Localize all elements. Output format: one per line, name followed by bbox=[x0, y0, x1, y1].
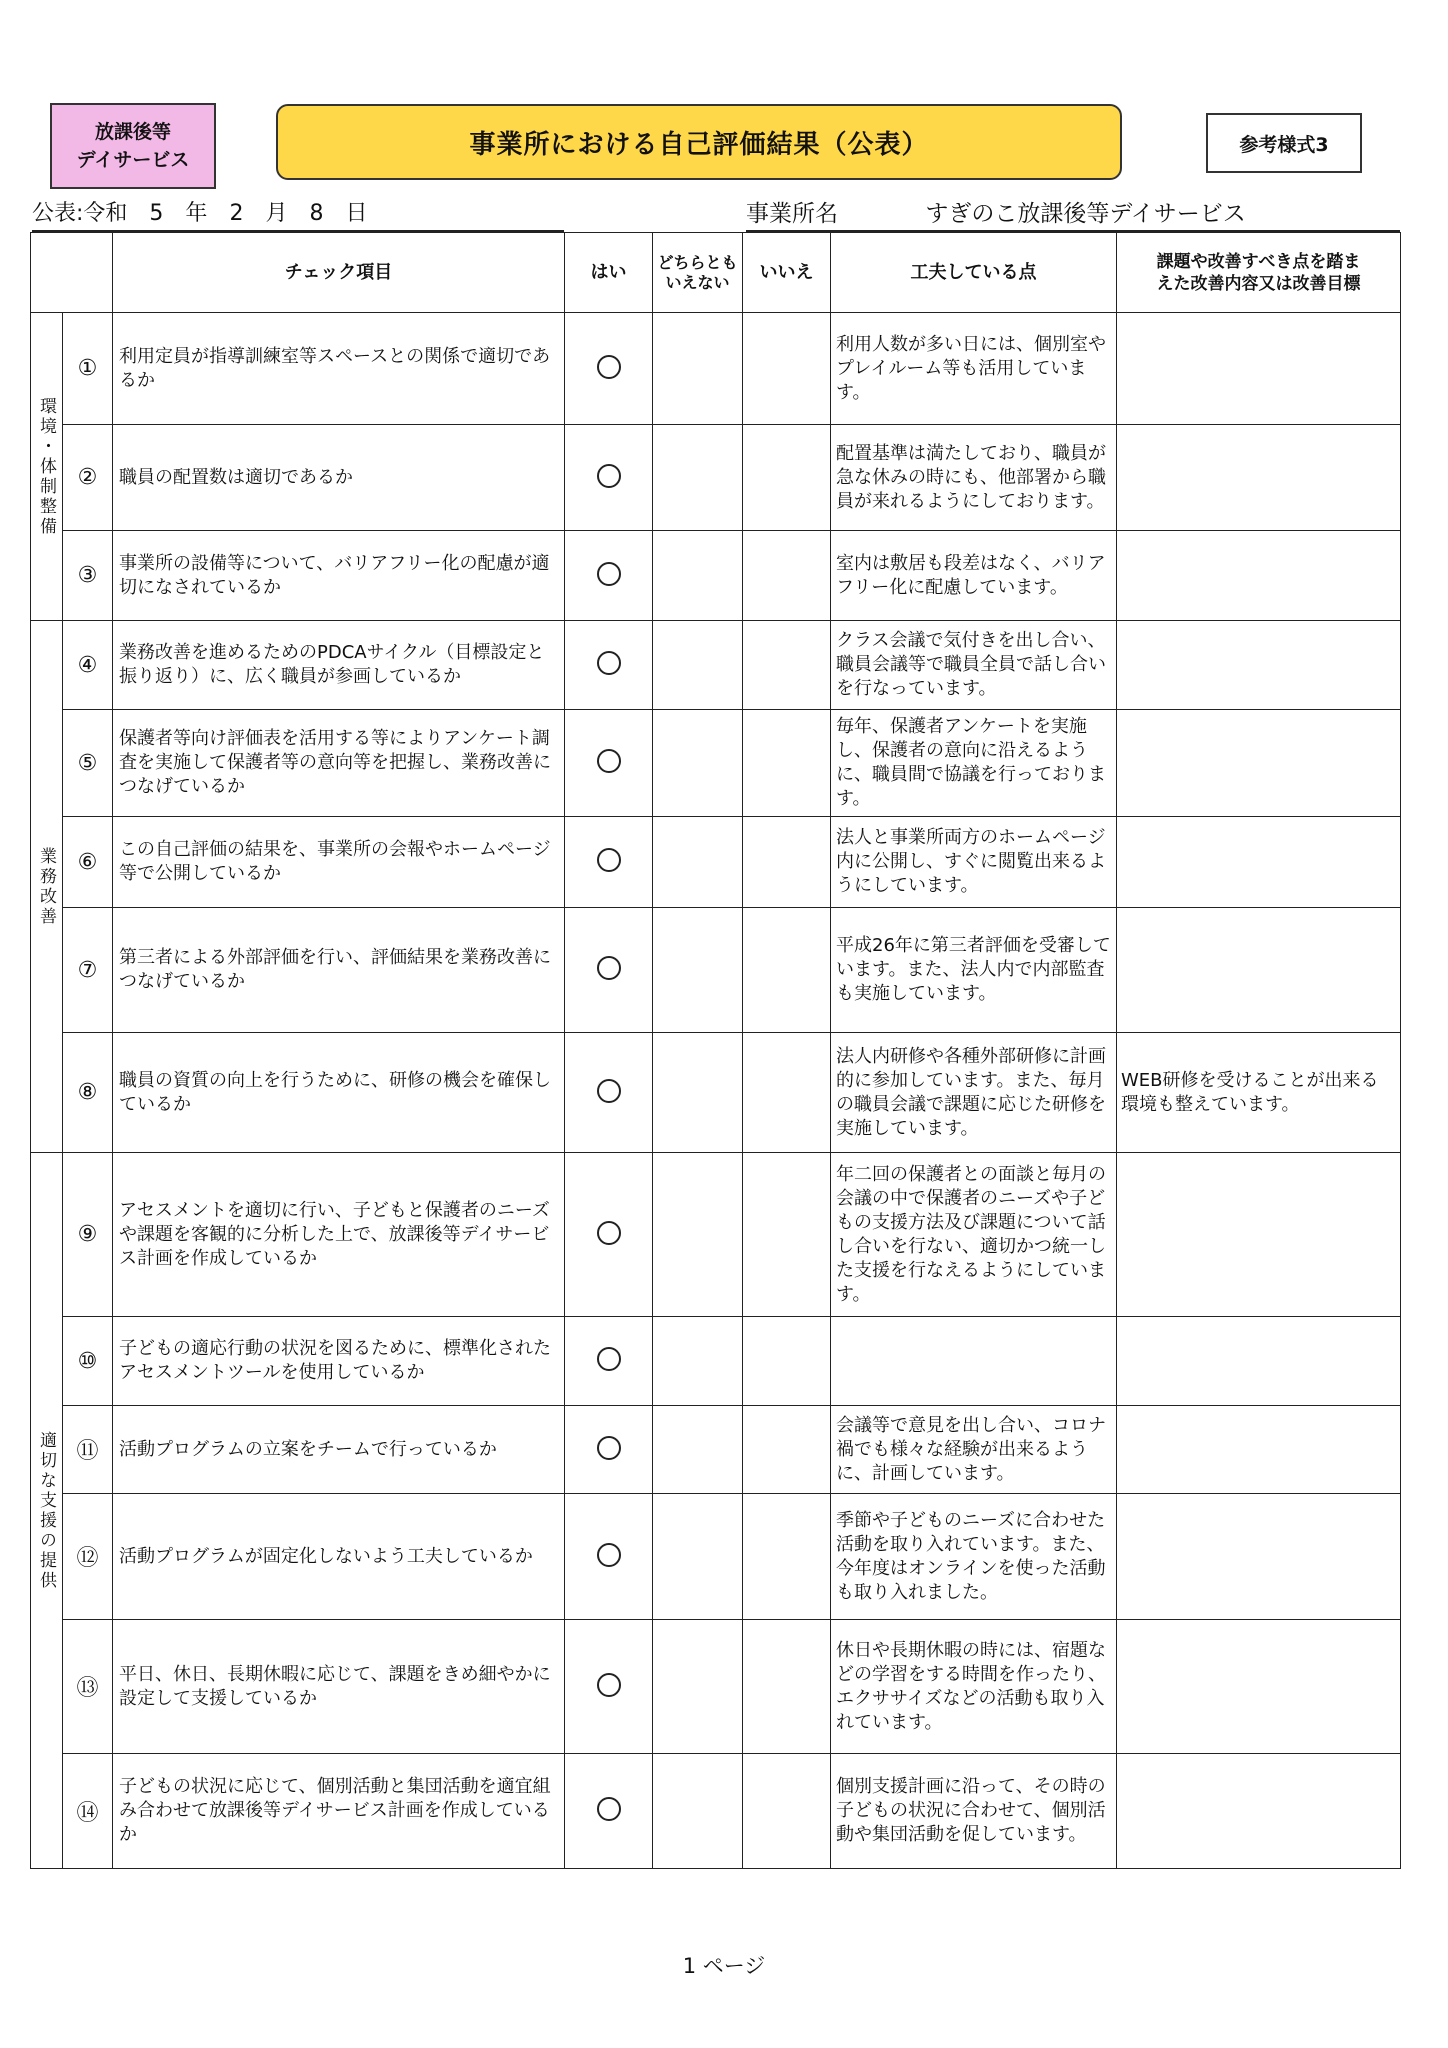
efforts-cell: 法人と事業所両方のホームページ内に公開し、すぐに閲覧出来るようにしています。 bbox=[831, 817, 1117, 908]
yes-cell bbox=[565, 1033, 653, 1153]
table-row bbox=[31, 1033, 1401, 1153]
neither-cell bbox=[653, 621, 743, 710]
improvement-cell bbox=[1117, 817, 1401, 908]
table-row bbox=[31, 1620, 1401, 1754]
page-number: 1 ページ bbox=[682, 1954, 766, 1978]
table-row bbox=[31, 710, 1401, 817]
improvement-cell bbox=[1117, 1620, 1401, 1754]
row-number: ⑨ bbox=[63, 1153, 113, 1317]
publication-label: 公表:令和 bbox=[32, 201, 128, 226]
table-row bbox=[31, 621, 1401, 710]
header-improvement: 課題や改善すべき点を踏ま えた改善内容又は改善目標 bbox=[1117, 233, 1401, 313]
yes-cell bbox=[565, 425, 653, 531]
yes-cell bbox=[565, 817, 653, 908]
row-number: ④ bbox=[63, 621, 113, 710]
circle-mark-icon bbox=[597, 651, 621, 675]
improvement-cell bbox=[1117, 1754, 1401, 1869]
no-cell bbox=[743, 817, 831, 908]
improvement-cell bbox=[1117, 908, 1401, 1033]
no-cell bbox=[743, 1754, 831, 1869]
neither-cell bbox=[653, 1494, 743, 1620]
publication-year-unit: 年 bbox=[185, 201, 208, 226]
row-number: ② bbox=[63, 425, 113, 531]
no-cell bbox=[743, 425, 831, 531]
circle-mark-icon bbox=[597, 562, 621, 586]
no-cell bbox=[743, 313, 831, 425]
neither-cell bbox=[653, 313, 743, 425]
category-appropriate-support: 適切な支援の提供 bbox=[31, 1153, 63, 1869]
efforts-cell: 法人内研修や各種外部研修に計画的に参加しています。また、毎月の職員会議で課題に応じた研修を実施しています。 bbox=[831, 1033, 1117, 1153]
service-type-badge bbox=[50, 103, 216, 189]
efforts-cell: 休日や長期休暇の時には、宿題などの学習をする時間を作ったり、エクササイズなどの活動も取り入れています。 bbox=[831, 1620, 1117, 1754]
check-item: 子どもの状況に応じて、個別活動と集団活動を適宜組み合わせて放課後等デイサービス計画を作成しているか bbox=[113, 1754, 565, 1869]
check-item: 職員の資質の向上を行うために、研修の機会を確保しているか bbox=[113, 1033, 565, 1153]
improvement-cell bbox=[1117, 313, 1401, 425]
table-row bbox=[31, 1754, 1401, 1869]
row-number: ⑧ bbox=[63, 1033, 113, 1153]
improvement-cell bbox=[1117, 1494, 1401, 1620]
row-number: ⑬ bbox=[63, 1620, 113, 1754]
check-item: 事業所の設備等について、バリアフリー化の配慮が適切になされているか bbox=[113, 531, 565, 621]
check-item: 子どもの適応行動の状況を図るために、標準化されたアセスメントツールを使用しているか bbox=[113, 1317, 565, 1406]
neither-cell bbox=[653, 1620, 743, 1754]
circle-mark-icon bbox=[597, 1797, 621, 1821]
self-evaluation-table bbox=[30, 232, 1401, 1869]
publication-day: 8 bbox=[309, 201, 324, 226]
circle-mark-icon bbox=[597, 1079, 621, 1103]
yes-cell bbox=[565, 1153, 653, 1317]
row-number: ⑭ bbox=[63, 1754, 113, 1869]
row-number: ⑫ bbox=[63, 1494, 113, 1620]
check-item: 業務改善を進めるためのPDCAサイクル（目標設定と振り返り）に、広く職員が参画しているか bbox=[113, 621, 565, 710]
improvement-cell: WEB研修を受けることが出来る環境も整えています。 bbox=[1117, 1033, 1401, 1153]
publication-day-unit: 日 bbox=[345, 201, 368, 226]
table-row bbox=[31, 817, 1401, 908]
table-row bbox=[31, 313, 1401, 425]
no-cell bbox=[743, 1317, 831, 1406]
efforts-cell bbox=[831, 1317, 1117, 1406]
circle-mark-icon bbox=[597, 1543, 621, 1567]
neither-cell bbox=[653, 1153, 743, 1317]
circle-mark-icon bbox=[597, 464, 621, 488]
row-number: ⑩ bbox=[63, 1317, 113, 1406]
improvement-cell bbox=[1117, 531, 1401, 621]
circle-mark-icon bbox=[597, 1436, 621, 1460]
no-cell bbox=[743, 1494, 831, 1620]
efforts-cell: 毎年、保護者アンケートを実施し、保護者の意向に沿えるように、職員間で協議を行っております。 bbox=[831, 710, 1117, 817]
header-efforts: 工夫している点 bbox=[831, 233, 1117, 313]
yes-cell bbox=[565, 1317, 653, 1406]
efforts-cell: 平成26年に第三者評価を受審しています。また、法人内で内部監査も実施しています。 bbox=[831, 908, 1117, 1033]
row-number: ⑥ bbox=[63, 817, 113, 908]
row-number: ⑪ bbox=[63, 1406, 113, 1494]
improvement-cell bbox=[1117, 621, 1401, 710]
category-environment: 環境・体制整備 bbox=[31, 313, 63, 621]
badge-line-1: 放課後等 bbox=[94, 121, 171, 143]
header-yes: はい bbox=[565, 233, 653, 313]
yes-cell bbox=[565, 1754, 653, 1869]
no-cell bbox=[743, 531, 831, 621]
header-check-item: チェック項目 bbox=[113, 233, 565, 313]
yes-cell bbox=[565, 1494, 653, 1620]
no-cell bbox=[743, 1620, 831, 1754]
efforts-cell: 利用人数が多い日には、個別室やプレイルーム等も活用しています。 bbox=[831, 313, 1117, 425]
no-cell bbox=[743, 1153, 831, 1317]
improvement-cell bbox=[1117, 1153, 1401, 1317]
improvement-cell bbox=[1117, 710, 1401, 817]
circle-mark-icon bbox=[597, 1673, 621, 1697]
efforts-cell: 室内は敷居も段差はなく、バリアフリー化に配慮しています。 bbox=[831, 531, 1117, 621]
efforts-cell: 個別支援計画に沿って、その時の子どもの状況に合わせて、個別活動や集団活動を促しています。 bbox=[831, 1754, 1117, 1869]
header-blank bbox=[31, 233, 113, 313]
check-item: アセスメントを適切に行い、子どもと保護者のニーズや課題を客観的に分析した上で、放課後等デイサービス計画を作成しているか bbox=[113, 1153, 565, 1317]
header-row bbox=[31, 233, 1401, 313]
circle-mark-icon bbox=[597, 355, 621, 379]
table-row bbox=[31, 1153, 1401, 1317]
yes-cell bbox=[565, 621, 653, 710]
neither-cell bbox=[653, 1033, 743, 1153]
publication-month-unit: 月 bbox=[265, 201, 288, 226]
check-item: 利用定員が指導訓練室等スペースとの関係で適切であるか bbox=[113, 313, 565, 425]
improvement-cell bbox=[1117, 1406, 1401, 1494]
check-item: この自己評価の結果を、事業所の会報やホームページ等で公開しているか bbox=[113, 817, 565, 908]
no-cell bbox=[743, 908, 831, 1033]
efforts-cell: 年二回の保護者との面談と毎月の会議の中で保護者のニーズや子どもの支援方法及び課題について話し合いを行ない、適切かつ統一した支援を行なえるようにしています。 bbox=[831, 1153, 1117, 1317]
badge-line-2: デイサービス bbox=[76, 149, 190, 171]
check-item: 活動プログラムが固定化しないよう工夫しているか bbox=[113, 1494, 565, 1620]
yes-cell bbox=[565, 531, 653, 621]
table-row bbox=[31, 425, 1401, 531]
neither-cell bbox=[653, 817, 743, 908]
row-number: ⑤ bbox=[63, 710, 113, 817]
yes-cell bbox=[565, 710, 653, 817]
no-cell bbox=[743, 1033, 831, 1153]
table-row bbox=[31, 908, 1401, 1033]
table-row bbox=[31, 531, 1401, 621]
circle-mark-icon bbox=[597, 1221, 621, 1245]
row-number: ⑦ bbox=[63, 908, 113, 1033]
neither-cell bbox=[653, 425, 743, 531]
yes-cell bbox=[565, 1406, 653, 1494]
office-name: すぎのこ放課後等デイサービス bbox=[925, 201, 1246, 227]
publication-date bbox=[32, 198, 564, 232]
check-item: 職員の配置数は適切であるか bbox=[113, 425, 565, 531]
neither-cell bbox=[653, 1754, 743, 1869]
efforts-cell: 会議等で意見を出し合い、コロナ禍でも様々な経験が出来るように、計画しています。 bbox=[831, 1406, 1117, 1494]
circle-mark-icon bbox=[597, 956, 621, 980]
table-row bbox=[31, 1494, 1401, 1620]
table-row bbox=[31, 1406, 1401, 1494]
efforts-cell: 配置基準は満たしており、職員が急な休みの時にも、他部署から職員が来れるようにしております。 bbox=[831, 425, 1117, 531]
category-business-improvement: 業務改善 bbox=[31, 621, 63, 1153]
office-name-line bbox=[746, 198, 1400, 232]
neither-cell bbox=[653, 531, 743, 621]
reference-form-label: 参考様式3 bbox=[1206, 113, 1362, 173]
check-item: 第三者による外部評価を行い、評価結果を業務改善につなげているか bbox=[113, 908, 565, 1033]
page-title: 事業所における自己評価結果（公表） bbox=[276, 104, 1122, 180]
neither-cell bbox=[653, 710, 743, 817]
no-cell bbox=[743, 710, 831, 817]
check-item: 保護者等向け評価表を活用する等によりアンケート調査を実施して保護者等の意向等を把握し、業務改善につなげているか bbox=[113, 710, 565, 817]
table-row bbox=[31, 1317, 1401, 1406]
publication-year: 5 bbox=[149, 201, 164, 226]
yes-cell bbox=[565, 908, 653, 1033]
efforts-cell: 季節や子どものニーズに合わせた活動を取り入れています。また、今年度はオンラインを使った活動も取り入れました。 bbox=[831, 1494, 1117, 1620]
no-cell bbox=[743, 1406, 831, 1494]
neither-cell bbox=[653, 1317, 743, 1406]
header-no: いいえ bbox=[743, 233, 831, 313]
improvement-cell bbox=[1117, 425, 1401, 531]
publication-month: 2 bbox=[229, 201, 244, 226]
circle-mark-icon bbox=[597, 848, 621, 872]
circle-mark-icon bbox=[597, 1347, 621, 1371]
office-label: 事業所名 bbox=[746, 201, 838, 227]
efforts-cell: クラス会議で気付きを出し合い、職員会議等で職員全員で話し合いを行なっています。 bbox=[831, 621, 1117, 710]
no-cell bbox=[743, 621, 831, 710]
check-item: 平日、休日、長期休暇に応じて、課題をきめ細やかに設定して支援しているか bbox=[113, 1620, 565, 1754]
improvement-cell bbox=[1117, 1317, 1401, 1406]
yes-cell bbox=[565, 313, 653, 425]
header-neither: どちらとも いえない bbox=[653, 233, 743, 313]
yes-cell bbox=[565, 1620, 653, 1754]
circle-mark-icon bbox=[597, 749, 621, 773]
row-number: ③ bbox=[63, 531, 113, 621]
neither-cell bbox=[653, 908, 743, 1033]
neither-cell bbox=[653, 1406, 743, 1494]
check-item: 活動プログラムの立案をチームで行っているか bbox=[113, 1406, 565, 1494]
row-number: ① bbox=[63, 313, 113, 425]
